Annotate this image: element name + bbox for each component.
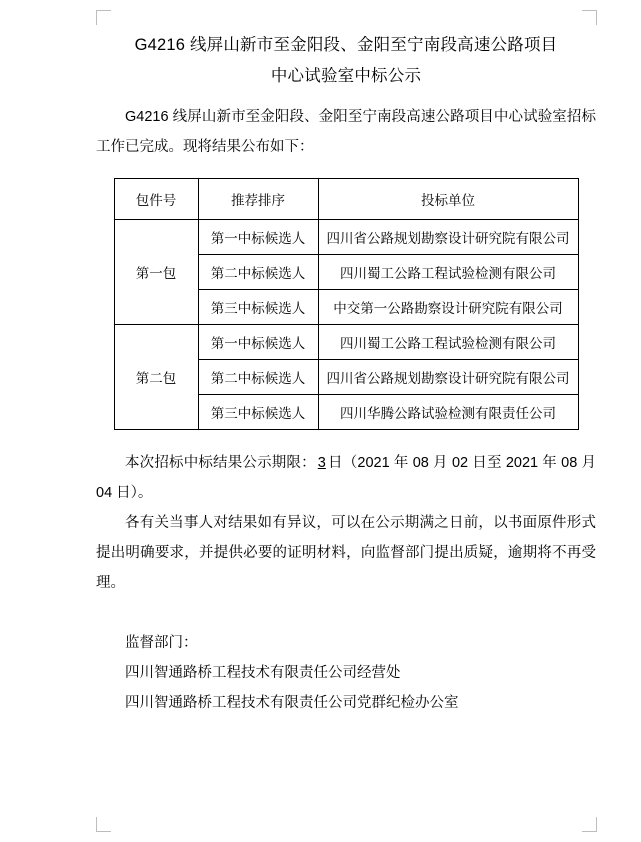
unit-cell: 四川省公路规划勘察设计研究院有限公司 <box>318 220 578 255</box>
objection-paragraph: 各有关当事人对结果如有异议，可以在公示期满之日前，以书面原件形式提出明确要求，并提供必要的证明材料，向监督部门提出质疑，逾期将不再受理。 <box>96 515 596 591</box>
rank-cell: 第一中标候选人 <box>198 325 318 360</box>
period-days: 3 <box>317 455 326 471</box>
spacer <box>96 92 596 102</box>
column-header-rank: 推荐排序 <box>198 179 318 220</box>
crop-mark-bottom-right <box>582 817 597 832</box>
column-header-unit: 投标单位 <box>318 179 578 220</box>
unit-cell: 四川蜀工公路工程试验检测有限公司 <box>318 255 578 290</box>
rank-cell: 第三中标候选人 <box>198 290 318 325</box>
unit-cell: 四川省公路规划勘察设计研究院有限公司 <box>318 360 578 395</box>
column-header-package: 包件号 <box>114 179 198 220</box>
unit-cell: 四川华腾公路试验检测有限责任公司 <box>318 395 578 430</box>
spacer <box>96 598 596 628</box>
document-body <box>96 30 596 718</box>
rank-cell: 第三中标候选人 <box>198 395 318 430</box>
supervisor-line-1: 四川智通路桥工程技术有限责任公司经营处 <box>125 665 401 681</box>
rank-cell: 第二中标候选人 <box>198 360 318 395</box>
supervisor-label: 监督部门： <box>125 635 198 651</box>
table-header-row <box>114 179 578 220</box>
unit-cell: 四川蜀工公路工程试验检测有限公司 <box>318 325 578 360</box>
crop-mark-bottom-left <box>96 817 111 832</box>
table-row <box>114 220 578 255</box>
intro-paragraph: G4216 线屏山新市至金阳段、金阳至宁南段高速公路项目中心试验室招标工作已完成。现将结果公布如下： <box>96 109 596 155</box>
page-title <box>96 30 596 92</box>
spacer <box>96 430 596 448</box>
table-row <box>114 325 578 360</box>
bid-results-table <box>114 178 579 430</box>
period-prefix: 本次招标中标结果公示期限： <box>125 455 316 471</box>
unit-cell: 中交第一公路勘察设计研究院有限公司 <box>318 290 578 325</box>
period-suffix: 日（2021 年 08 月 02 日至 2021 年 08 月 04 日）。 <box>96 455 596 501</box>
rank-cell: 第二中标候选人 <box>198 255 318 290</box>
publicity-period-paragraph <box>96 448 596 508</box>
package-cell: 第二包 <box>114 325 198 430</box>
page-title-line-2: 中心试验室中标公示 <box>270 67 422 85</box>
page-title-line-1: G4216 线屏山新市至金阳段、金阳至宁南段高速公路项目 <box>134 36 558 54</box>
package-cell: 第一包 <box>114 220 198 325</box>
rank-cell: 第一中标候选人 <box>198 220 318 255</box>
supervisor-line-2: 四川智通路桥工程技术有限责任公司党群纪检办公室 <box>125 695 459 711</box>
crop-mark-top-right <box>582 10 597 25</box>
crop-mark-top-left <box>96 10 111 25</box>
